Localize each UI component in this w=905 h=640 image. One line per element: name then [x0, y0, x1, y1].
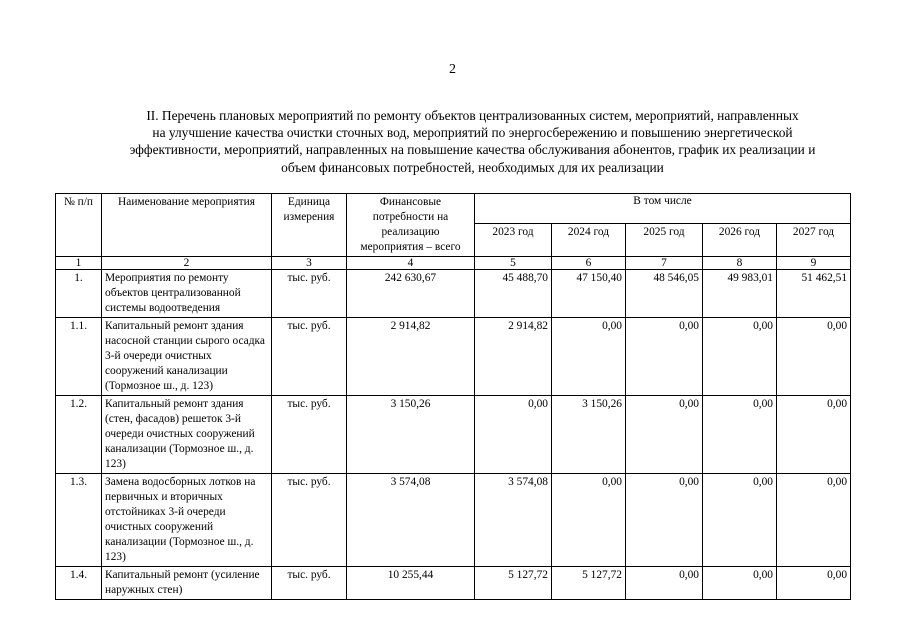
column-number: 1 — [56, 257, 102, 270]
row-year-2024: 0,00 — [552, 318, 626, 396]
row-num: 1.4. — [56, 567, 102, 600]
row-year-2026: 0,00 — [703, 567, 777, 600]
row-year-2023: 2 914,82 — [475, 318, 552, 396]
row-year-2025: 0,00 — [626, 396, 703, 474]
row-year-2024: 5 127,72 — [552, 567, 626, 600]
row-total: 10 255,44 — [347, 567, 475, 600]
row-year-2024: 3 150,26 — [552, 396, 626, 474]
header-name: Наименование мероприятия — [102, 194, 272, 257]
column-number: 9 — [777, 257, 851, 270]
column-number: 3 — [272, 257, 347, 270]
row-year-2025: 0,00 — [626, 567, 703, 600]
section-heading — [40, 107, 905, 176]
heading-line: II. Перечень плановых мероприятий по ремонту объектов централизованных систем, мероприятий, направленных — [146, 108, 799, 123]
row-year-2026: 0,00 — [703, 396, 777, 474]
row-total: 3 574,08 — [347, 474, 475, 567]
row-name: Капитальный ремонт (усиление наружных стен) — [102, 567, 272, 600]
column-number: 8 — [703, 257, 777, 270]
row-year-2023: 5 127,72 — [475, 567, 552, 600]
heading-line: объем финансовых потребностей, необходимых для их реализации — [281, 159, 664, 175]
table-row — [56, 396, 851, 474]
row-year-2027: 0,00 — [777, 474, 851, 567]
row-unit: тыс. руб. — [272, 270, 347, 318]
measures-table — [55, 193, 851, 600]
row-year-2027: 0,00 — [777, 396, 851, 474]
row-year-2026: 0,00 — [703, 474, 777, 567]
row-total: 2 914,82 — [347, 318, 475, 396]
row-unit: тыс. руб. — [272, 567, 347, 600]
column-number: 5 — [475, 257, 552, 270]
table-row — [56, 474, 851, 567]
row-num: 1. — [56, 270, 102, 318]
row-unit: тыс. руб. — [272, 318, 347, 396]
header-row — [56, 194, 851, 224]
header-unit: Единица измерения — [272, 194, 347, 257]
row-year-2024: 0,00 — [552, 474, 626, 567]
row-year-2027: 0,00 — [777, 567, 851, 600]
heading-line: на улучшение качества очистки сточных вод, мероприятий по энергосбережению и повышению энергетической — [152, 125, 793, 141]
row-name: Замена водосборных лотков на первичных и вторичных отстойниках 3-й очереди очистных сооружений канализации (Тормозное ш., д. 123) — [102, 474, 272, 567]
row-name: Капитальный ремонт здания (стен, фасадов) решеток 3-й очереди очистных сооружений канализации (Тормозное ш., д. 123) — [102, 396, 272, 474]
row-year-2025: 0,00 — [626, 318, 703, 396]
page-number: 2 — [449, 62, 456, 77]
row-year-2023: 3 574,08 — [475, 474, 552, 567]
row-year-2025: 48 546,05 — [626, 270, 703, 318]
row-year-2026: 0,00 — [703, 318, 777, 396]
table-row — [56, 318, 851, 396]
column-number: 2 — [102, 257, 272, 270]
column-number: 6 — [552, 257, 626, 270]
row-unit: тыс. руб. — [272, 474, 347, 567]
row-total: 3 150,26 — [347, 396, 475, 474]
row-year-2026: 49 983,01 — [703, 270, 777, 318]
column-numbers-row — [56, 257, 851, 270]
row-year-2024: 47 150,40 — [552, 270, 626, 318]
row-name: Капитальный ремонт здания насосной станции сырого осадка 3-й очереди очистных сооружений канализации (Тормозное ш., д. 123) — [102, 318, 272, 396]
header-year-2026: 2026 год — [703, 223, 777, 256]
header-year-2023: 2023 год — [475, 223, 552, 256]
row-year-2027: 0,00 — [777, 318, 851, 396]
column-number: 7 — [626, 257, 703, 270]
row-num: 1.1. — [56, 318, 102, 396]
row-year-2023: 0,00 — [475, 396, 552, 474]
column-number: 4 — [347, 257, 475, 270]
header-year-2027: 2027 год — [777, 223, 851, 256]
row-unit: тыс. руб. — [272, 396, 347, 474]
row-num: 1.3. — [56, 474, 102, 567]
row-total: 242 630,67 — [347, 270, 475, 318]
header-num: № п/п — [56, 194, 102, 257]
row-num: 1.2. — [56, 396, 102, 474]
header-year-2024: 2024 год — [552, 223, 626, 256]
header-including: В том числе — [475, 194, 851, 224]
row-year-2025: 0,00 — [626, 474, 703, 567]
header-year-2025: 2025 год — [626, 223, 703, 256]
heading-line: эффективности, мероприятий, направленных на повышение качества обслуживания абонентов, график их реализации и — [129, 142, 816, 158]
table-row — [56, 270, 851, 318]
row-year-2023: 45 488,70 — [475, 270, 552, 318]
row-name: Мероприятия по ремонту объектов централизованной системы водоотведения — [102, 270, 272, 318]
header-finance: Финансовые потребности на реализацию мероприятия – всего — [347, 194, 475, 257]
table-row — [56, 567, 851, 600]
row-year-2027: 51 462,51 — [777, 270, 851, 318]
